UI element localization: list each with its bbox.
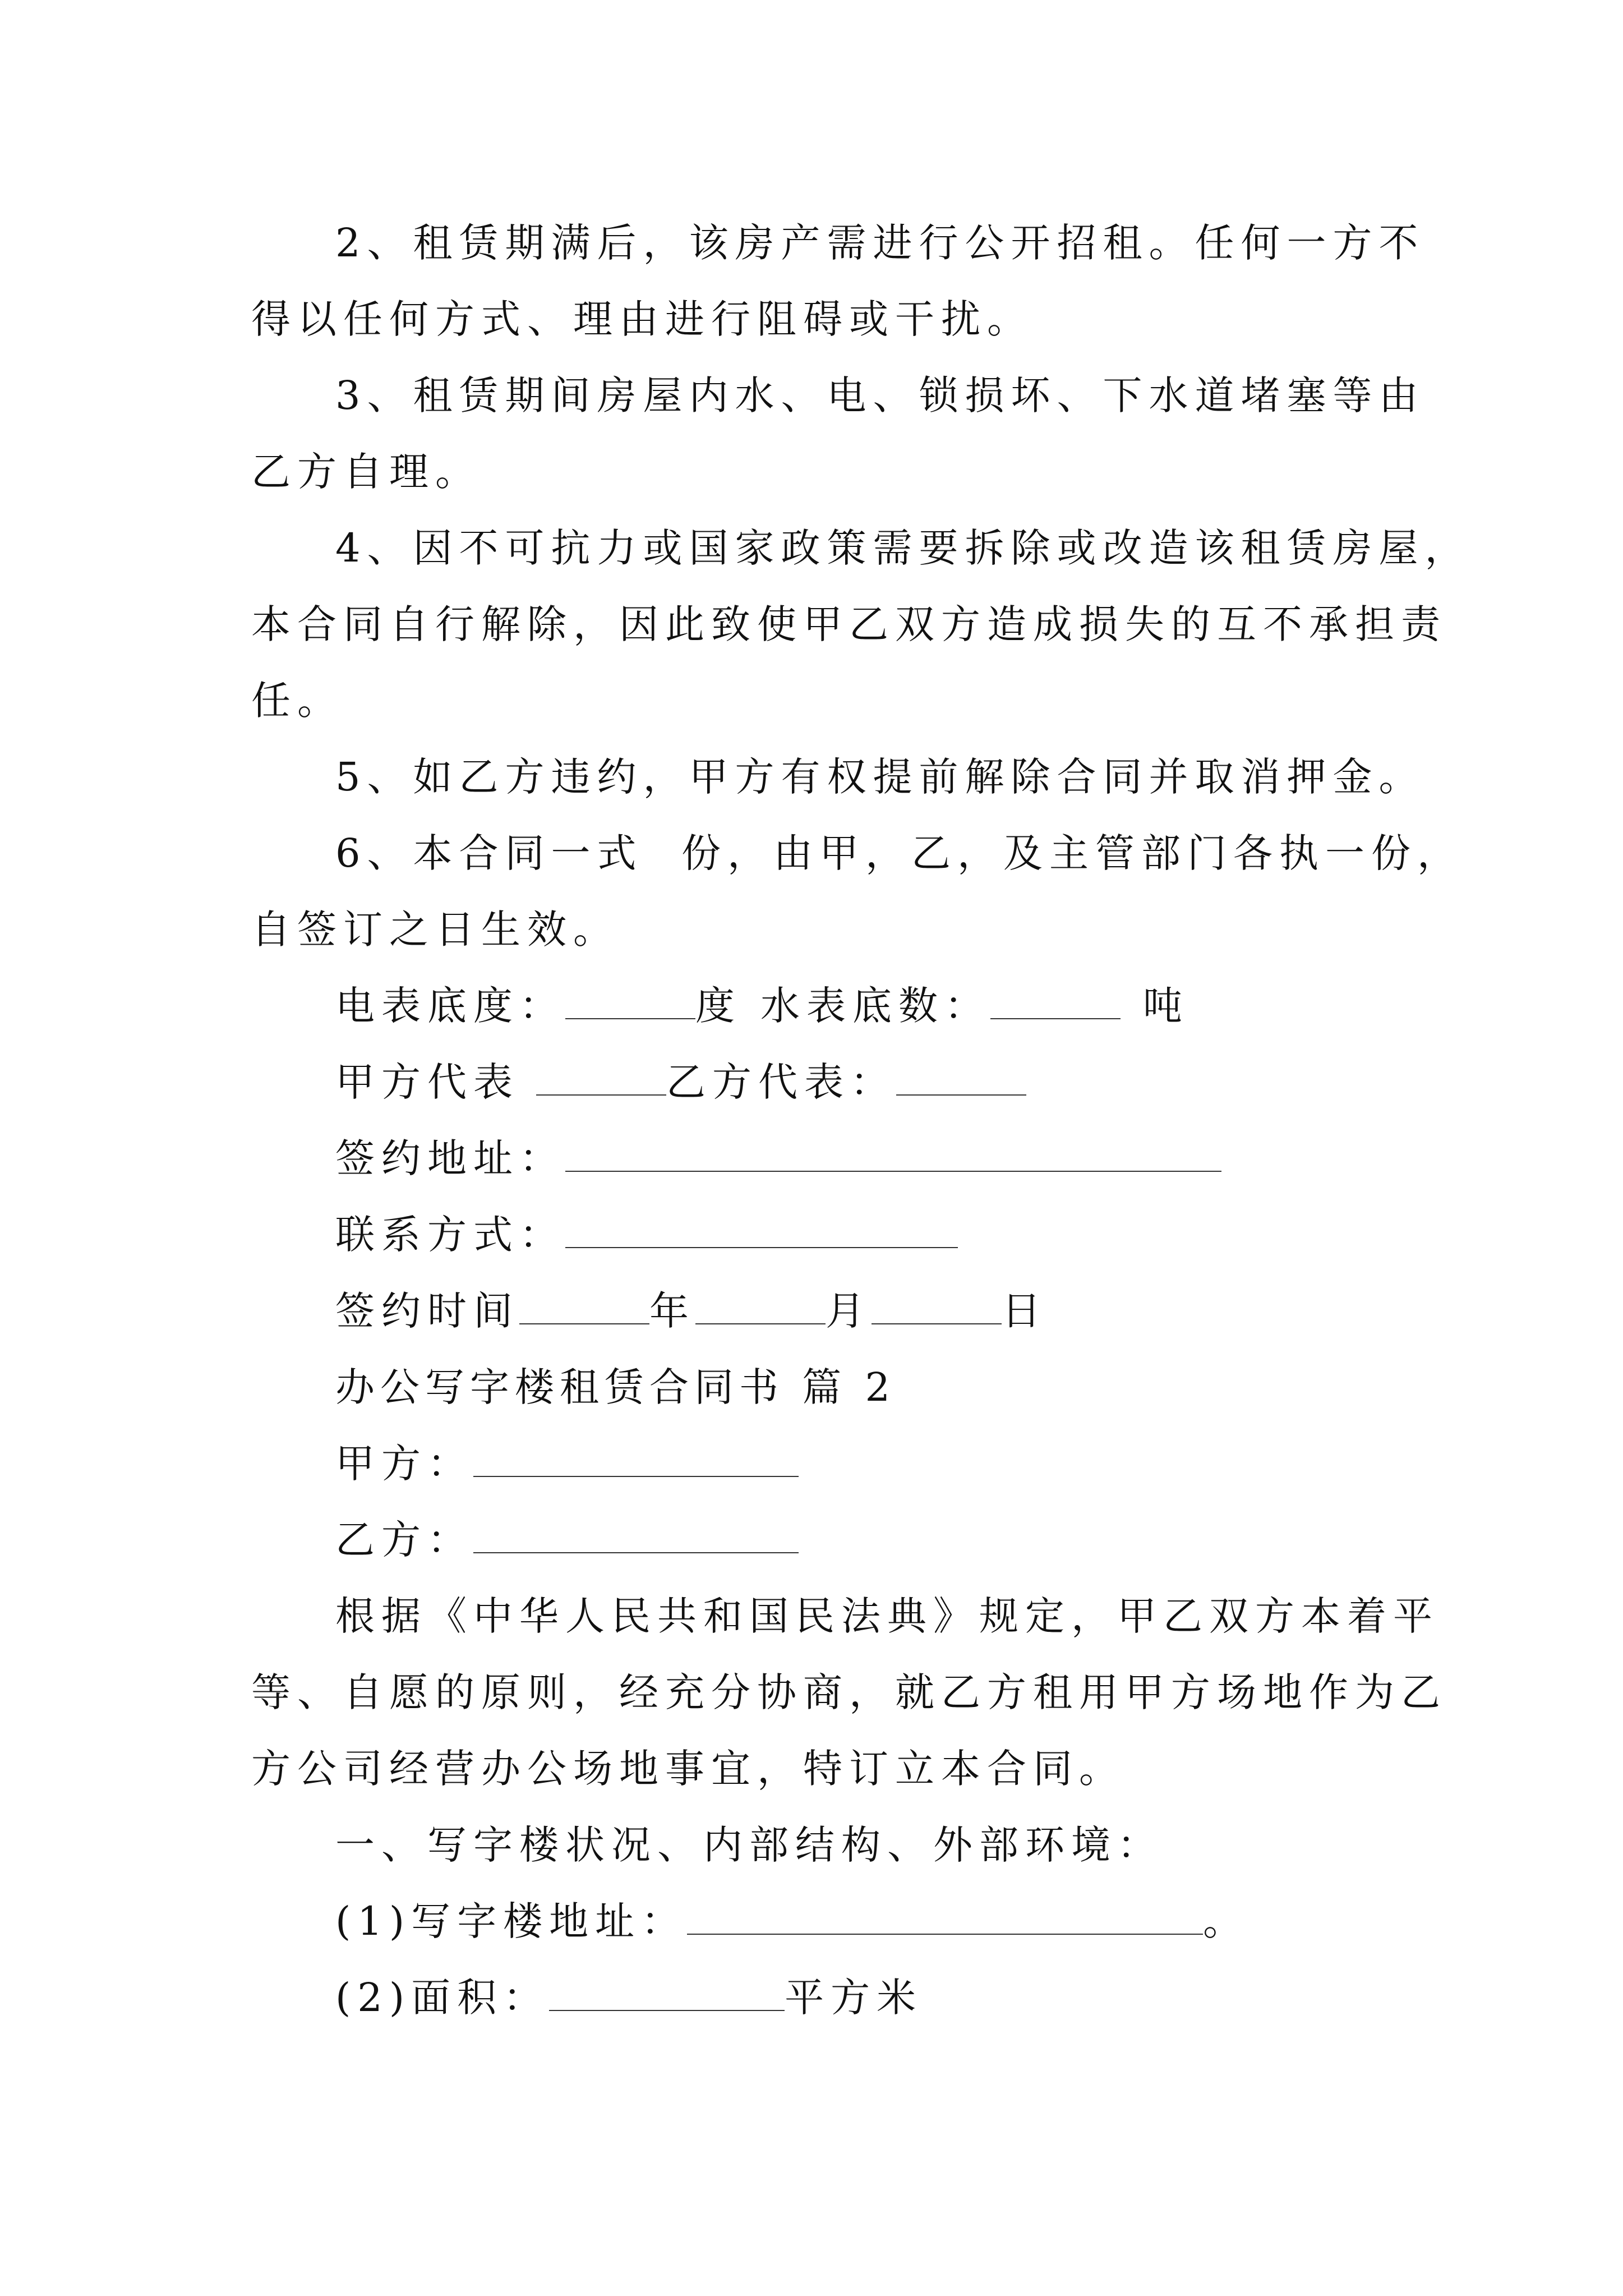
water-meter-unit: 吨 <box>1143 983 1189 1029</box>
electric-meter-unit: 度 <box>695 983 741 1029</box>
office-address-blank <box>687 1903 1203 1935</box>
contact-row <box>335 1212 958 1258</box>
sign-time-row <box>335 1288 1048 1334</box>
party-b-rep-blank <box>896 1064 1026 1096</box>
article1-item1 <box>335 1898 1249 1944</box>
sign-time-label: 签约时间 <box>335 1288 519 1334</box>
party-b-rep-label: 乙方代表： <box>666 1059 896 1105</box>
water-meter-label: 水表底数： <box>760 983 990 1029</box>
party-a-row <box>335 1441 799 1487</box>
sign-address-blank <box>565 1140 1221 1172</box>
party-b-label: 乙方： <box>335 1517 473 1563</box>
intro-line3: 方公司经营办公场地事宜，特订立本合同。 <box>251 1746 1125 1792</box>
para5-line: 5、如乙方违约，甲方有权提前解除合同并取消押金。 <box>335 754 1425 800</box>
party-a-label: 甲方： <box>335 1441 473 1487</box>
para4-line1: 4、因不可抗力或国家政策需要拆除或改造该租赁房屋， <box>335 525 1471 571</box>
meter-reading-row <box>335 983 1189 1029</box>
para2-line1: 2、租赁期满后，该房产需进行公开招租。任何一方不 <box>335 220 1425 266</box>
area-unit: 平方米 <box>785 1975 923 2021</box>
office-address-label: (1)写字楼地址： <box>335 1898 688 1944</box>
para4-line2: 本合同自行解除，因此致使甲乙双方造成损失的互不承担责 <box>251 601 1447 647</box>
area-blank <box>549 1980 785 2011</box>
year-label: 年 <box>649 1288 695 1334</box>
water-meter-blank <box>990 988 1121 1019</box>
party-b-blank <box>473 1522 799 1553</box>
para3-line2: 乙方自理。 <box>251 449 481 495</box>
para4-line3: 任。 <box>251 678 343 724</box>
area-label: (2)面积： <box>335 1975 550 2021</box>
sign-address-label: 签约地址： <box>335 1135 565 1181</box>
article1-title: 一、写字楼状况、内部结构、外部环境： <box>335 1822 1163 1868</box>
electric-meter-label: 电表底度： <box>335 983 565 1029</box>
para3-line1: 3、租赁期间房屋内水、电、锁损坏、下水道堵塞等由 <box>335 372 1425 418</box>
intro-line1: 根据《中华人民共和国民法典》规定，甲乙双方本着平 <box>335 1593 1439 1639</box>
intro-line2: 等、自愿的原则，经充分协商，就乙方租用甲方场地作为乙 <box>251 1669 1447 1715</box>
para2-line2: 得以任何方式、理由进行阻碍或干扰。 <box>251 296 1033 342</box>
party-a-blank <box>473 1446 799 1477</box>
electric-meter-blank <box>565 988 695 1019</box>
office-address-end: 。 <box>1203 1898 1249 1944</box>
sign-address-row <box>335 1135 1221 1181</box>
section-title: 办公写字楼租赁合同书 篇 2 <box>335 1364 896 1410</box>
year-blank <box>519 1293 649 1324</box>
para6-line1: 6、本合同一式 份，由甲，乙，及主管部门各执一份， <box>335 830 1464 876</box>
article1-item2 <box>335 1975 923 2021</box>
month-label: 月 <box>826 1288 872 1334</box>
contact-blank <box>565 1217 958 1248</box>
para6-line2: 自签订之日生效。 <box>251 907 619 953</box>
month-blank <box>695 1293 826 1324</box>
party-a-rep-label: 甲方代表 <box>335 1059 519 1105</box>
day-label: 日 <box>1002 1288 1048 1334</box>
day-blank <box>872 1293 1002 1324</box>
contact-label: 联系方式： <box>335 1212 565 1258</box>
representatives-row <box>335 1059 1026 1105</box>
party-b-row <box>335 1517 799 1563</box>
party-a-rep-blank <box>536 1064 666 1096</box>
